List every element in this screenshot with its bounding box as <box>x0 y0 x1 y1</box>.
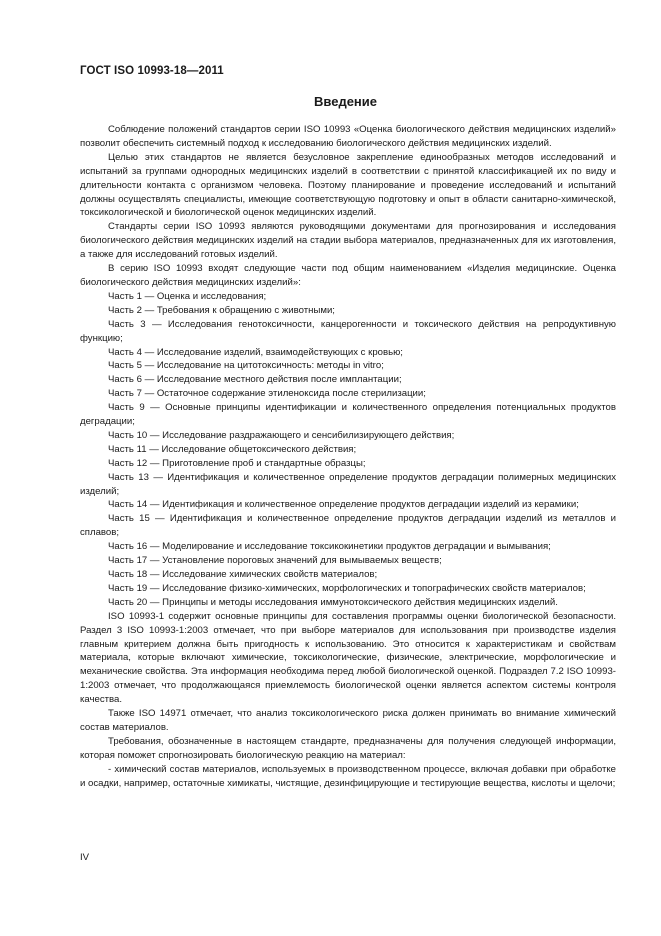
section-title: Введение <box>314 94 377 109</box>
part-item: Часть 10 — Исследование раздражающего и сенсибилизирующего действия; <box>108 429 455 441</box>
paragraph: Соблюдение положений стандартов серии ISO 10993 «Оценка биологического действия медицинских изделий» позволит обеспечить системный подход к исследованию биологического действия медицинских изделий. <box>80 124 616 149</box>
part-item: Часть 5 — Исследование на цитотоксичность: методы in vitro; <box>108 360 384 372</box>
part-item: Часть 1 — Оценка и исследования; <box>108 290 267 302</box>
part-item: Часть 17 — Установление пороговых значений для вымываемых веществ; <box>108 555 442 567</box>
part-item: Часть 12 — Приготовление проб и стандартные образцы; <box>108 457 366 469</box>
part-item: Часть 14 — Идентификация и количественное определение продуктов деградации изделий из керамики; <box>108 499 579 511</box>
part-item: Часть 19 — Исследование физико-химических, морфологических и топографических свойств материалов; <box>108 582 586 594</box>
paragraph: Стандарты серии ISO 10993 являются руководящими документами для прогнозирования и исследования биологического действия медицинских изделий на стадии выбора материалов, предназначенных для их изготовления, а также для исследований готовых изделий. <box>80 221 616 261</box>
page-number: IV <box>80 852 90 863</box>
part-item: Часть 3 — Исследования генотоксичности, канцерогенности и токсического действия на репродуктивную функцию; <box>80 318 616 344</box>
part-item: Часть 6 — Исследование местного действия после имплантации; <box>108 374 402 386</box>
part-item: Часть 16 — Моделирование и исследование токсикокинетики продуктов деградации и вымывания; <box>108 541 551 553</box>
paragraph: ISO 10993-1 содержит основные принципы для составления программы оценки биологической безопасности. Раздел 3 ISO 10993-1:2003 отмечает, что при выборе материалов для использования при производстве изделия главным критерием должна быть пригодность к использованию. Это относится к характеристикам и свойствам материала, которые включают химические, токсикологические, физические, электрические, морфологические и механические свойства. Эта информация необходима перед любой биологической оценкой. Подраздел 7.2 ISO 10993-1:2003 отмечает, что продолжающаяся приемлемость биологической оценки является аспектом системы контроля качества. <box>80 610 616 706</box>
document-header: ГОСТ ISO 10993-18—2011 <box>80 65 224 77</box>
paragraph: Целью этих стандартов не является безусловное закрепление единообразных методов исследований и испытаний за группами однородных медицинских изделий в соответствии с принятой классификацией их по виду и длительности контакта с организмом человека. Поэтому планирование и проведение исследований и испытаний должны осуществлять специалисты, имеющие соответствующую подготовку и опыт в области санитарно-химической, токсикологической и биологической оценок медицинских изделий. <box>80 151 616 219</box>
body-text <box>80 123 616 791</box>
list-item: - химический состав материалов, используемых в производственном процессе, включая добавки при обработке и осадки, например, остаточные химикаты, чистящие, дезинфицирующие и тестирующие вещества, кислоты и щелочи; <box>80 763 616 789</box>
paragraph: Также ISO 14971 отмечает, что анализ токсикологического риска должен принимать во внимание химический состав материалов. <box>80 708 616 733</box>
part-item: Часть 7 — Остаточное содержание этиленоксида после стерилизации; <box>108 388 426 400</box>
part-item: Часть 13 — Идентификация и количественное определение продуктов деградации полимерных медицинских изделий; <box>80 471 616 497</box>
part-item: Часть 20 — Принципы и методы исследования иммунотоксического действия медицинских изделий. <box>108 596 558 608</box>
part-item: Часть 18 — Исследование химических свойств материалов; <box>108 569 378 580</box>
part-item: Часть 9 — Основные принципы идентификации и количественного определения потенциальных продуктов деградации; <box>80 402 616 428</box>
part-item: Часть 11 — Исследование общетоксического действия; <box>108 443 357 455</box>
paragraph: В серию ISO 10993 входят следующие части под общим наименованием «Изделия медицинские. Оценка биологического действия медицинских изделий»: <box>80 263 616 288</box>
paragraph: Требования, обозначенные в настоящем стандарте, предназначены для получения следующей информации, которая поможет спрогнозировать биологическую реакцию на материал: <box>80 735 616 761</box>
part-item: Часть 4 — Исследование изделий, взаимодействующих с кровью; <box>108 346 403 358</box>
part-item: Часть 15 — Идентификация и количественное определение продуктов деградации изделий из металлов и сплавов; <box>80 513 616 539</box>
part-item: Часть 2 — Требования к обращению с животными; <box>108 304 335 316</box>
